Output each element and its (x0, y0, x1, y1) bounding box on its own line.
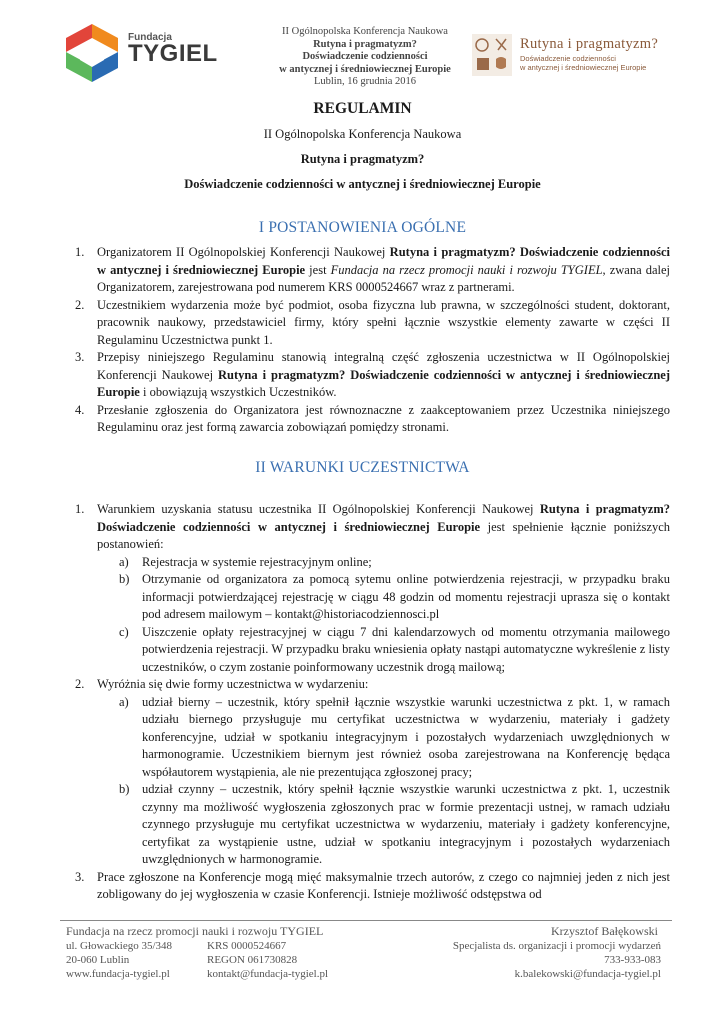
text-run: jest (305, 262, 331, 277)
footer-address-1: ul. Głowackiego 35/348 (66, 940, 173, 952)
logo-small-text: Fundacja (128, 32, 172, 43)
sub-list-item (60, 554, 670, 572)
list-number: 2. (75, 677, 85, 691)
page-header (0, 22, 725, 102)
footer-krs: KRS 0000524667 (207, 940, 287, 952)
logo-big-text: TYGIEL (128, 40, 218, 67)
sub-list-item (60, 694, 670, 782)
conference-name: Rutyna i pragmatyzm? Doświadczenie codzienności w antycznej i średniowiecznej Europie (97, 367, 670, 399)
list-number: 4. (75, 402, 85, 417)
document-subtitle-2: Rutyna i pragmatyzm? (300, 152, 425, 166)
text-run: udział czynny – uczestnik, który spełnił łącznie wszystkie warunki uczestnictwa z pkt. 1, uczestnik czynny ma możliwość wygłoszenia zgłoszonych prac w formie prezentacji ustnej, w ramach udziału czynnego przysługuje mu certyfikat uczestnictwa w wydarzeniu, materiały i gadżety konferencyjne, certyfikat za wystąpienie ustne, udział w spotkaniu integracyjnym i pozostałych wydarzeniach uwzględnionych w harmonogramie. (142, 782, 670, 866)
sub-list-item (60, 571, 670, 624)
sub-list-letter: c) (119, 624, 129, 639)
footer-registry-block (207, 939, 328, 981)
list-item (60, 676, 670, 694)
footer-regon: REGON 061730828 (207, 954, 298, 966)
list-item (60, 402, 670, 437)
list-number: 1. (75, 502, 85, 516)
document-subtitle-3: Doświadczenie codzienności w antycznej i średniowiecznej Europie (184, 177, 541, 191)
list-number: 1. (75, 245, 85, 259)
text-run: Przesłanie zgłoszenia do Organizatora jest równoznaczne z zaakceptowaniem przez Uczestnika niniejszego Regulaminu oraz jest formą zawarcia zobowiązań pomiędzy stronami. (97, 402, 670, 434)
sub-list-letter: b) (119, 782, 130, 796)
list-number: 2. (75, 297, 85, 312)
footer-role: Specjalista ds. organizacji i promocji wydarzeń (452, 940, 661, 952)
text-run: Prace zgłoszone na Konferencje mogą mięć maksymalnie trzech autorów, z czego co najmniej jeden z nich jest zobligowany do jej wygłoszenia w czasie Konferencji. Istnieje możliwość odstępstwa od (97, 869, 670, 901)
conference-info (225, 26, 505, 89)
section-1-heading: I POSTANOWIENIA OGÓLNE (258, 219, 467, 236)
conference-name: Rutyna i pragmatyzm? Doświadczenie codzienności w antycznej i średniowiecznej Europie (97, 245, 671, 277)
text-run: Organizatorem II Ogólnopolskiej Konferencji Naukowej (97, 245, 390, 259)
text-run: Uczestnikiem wydarzenia może być podmiot, osoba fizyczna lub prawna, w szczególności student, doktorant, pracownik naukowy, przedstawiciel firmy, który spełni łącznie wszystkie elementy zawarte w części II Regulaminu Uczestnictwa punkt 1. (97, 297, 670, 347)
section-2-heading: II WARUNKI UCZESTNICTWA (255, 459, 470, 476)
conference-logo-sub-2: w antycznej i średniowiecznej Europie (520, 63, 647, 72)
footer-person-email-link[interactable]: k.balekowski@fundacja-tygiel.pl (514, 968, 661, 980)
footer-contact-person: Krzysztof Bałękowski (551, 924, 658, 938)
sub-list-item (60, 781, 670, 869)
conf-line-5: Lublin, 16 grudnia 2016 (313, 76, 417, 87)
text-run: Warunkiem uzyskania statusu uczestnika II Ogólnopolskiej Konferencji Naukowej (97, 502, 540, 516)
sub-list-item (60, 624, 670, 677)
conference-emblem-icon (472, 34, 512, 76)
conference-logo (472, 34, 672, 84)
sub-list-letter: a) (119, 694, 129, 709)
sub-list-letter: b) (119, 572, 130, 586)
text-run: Otrzymanie od organizatora za pomocą sytemu online potwierdzenia rejestracji, w przypadku braku informacji potwierdzającej rejestrację w ciągu 48 godzin od momentu rejestracji uprasza się o kontakt pod adresem mailowym – kontakt@historiacodziennosci.pl (142, 572, 670, 621)
footer-person-block (453, 939, 661, 981)
list-number: 3. (75, 350, 85, 364)
text-run: jest spełnienie łącznie poniższych postanowień: (97, 519, 671, 551)
list-number: 3. (75, 869, 85, 884)
conference-name: Rutyna i pragmatyzm? Doświadczenie codzienności w antycznej i średniowiecznej Europie (97, 502, 670, 534)
footer-address-2: 20-060 Lublin (66, 954, 130, 966)
fundacja-tygiel-logo (62, 22, 222, 86)
text-run: udział bierny – uczestnik, który spełnił łącznie wszystkie warunki uczestnictwa z pkt. 1, w ramach udziału biernego przysługuje mu certyfikat uczestnictwa w wydarzeniu, materiały i gadżety konferencyjne, udział w spotkaniu integracyjnym i pozostałych wydarzeniach uwzględnionych w harmonogramie. Uczestnikiem biernym jest również osoba zarejestrowana na Konferencję będąca współautorem wystąpienia, ale nie prezentująca zgłoszonej pracy; (142, 694, 670, 779)
conference-logo-title: Rutyna i pragmatyzm? (520, 36, 659, 52)
footer-org-name: Fundacja na rzecz promocji nauki i rozwoju TYGIEL (66, 924, 324, 938)
text-run: , zwana dalej Organizatorem, zarejestrowana pod numerem KRS 0000524667 wraz z partnerami. (97, 262, 671, 294)
text-run: Rejestracja w systemie rejestracyjnym online; (142, 554, 372, 569)
list-item (60, 349, 670, 402)
text-run: Wyróżnia się dwie formy uczestnictwa w wydarzeniu: (97, 677, 369, 691)
document-subtitle-1: II Ogólnopolska Konferencja Naukowa (263, 127, 462, 141)
conf-line-2: Rutyna i pragmatyzm? (313, 38, 417, 50)
sub-list-letter: a) (119, 554, 129, 569)
document-title: REGULAMIN (313, 100, 412, 117)
section-1-body (60, 244, 670, 437)
list-item (60, 501, 670, 554)
text-run: Uiszczenie opłaty rejestracyjnej w ciągu 7 dni kalendarzowych od momentu otrzymania mailowego potwierdzenia rejestracji. W przypadku braku wniesienia opłaty nastąpi automatyczne wykreślenie z listy uczestników, o czym zostanie poinformowany uczestnik drogą mailową; (142, 624, 670, 674)
conference-logo-subtitle (520, 54, 646, 72)
footer-address-block (66, 939, 172, 981)
list-item (60, 297, 670, 350)
conf-line-3: Doświadczenie codzienności (302, 51, 428, 62)
text-run: i obowiązują wszystkich Uczestników. (139, 385, 337, 399)
list-item (60, 869, 670, 904)
footer-phone: 733-933-083 (604, 954, 661, 966)
foundation-name: Fundacja na rzecz promocji nauki i rozwoju TYGIEL (330, 262, 603, 277)
footer-website-link[interactable]: www.fundacja-tygiel.pl (66, 968, 170, 980)
conference-logo-sub-1: Doświadczenie codzienności (520, 54, 616, 63)
conf-line-1: II Ogólnopolska Konferencja Naukowa (282, 26, 448, 37)
section-2-body (60, 501, 670, 904)
footer-divider (60, 920, 672, 921)
list-item (60, 244, 670, 297)
footer-email-link[interactable]: kontakt@fundacja-tygiel.pl (207, 968, 329, 980)
text-run: Przepisy niniejszego Regulaminu stanowią integralną część zgłoszenia uczestnictwa w II Ogólnopolskiej Konferencji Naukowej (97, 350, 670, 382)
conf-line-4: w antycznej i średniowiecznej Europie (279, 63, 451, 75)
tygiel-logo-icon (62, 22, 122, 84)
